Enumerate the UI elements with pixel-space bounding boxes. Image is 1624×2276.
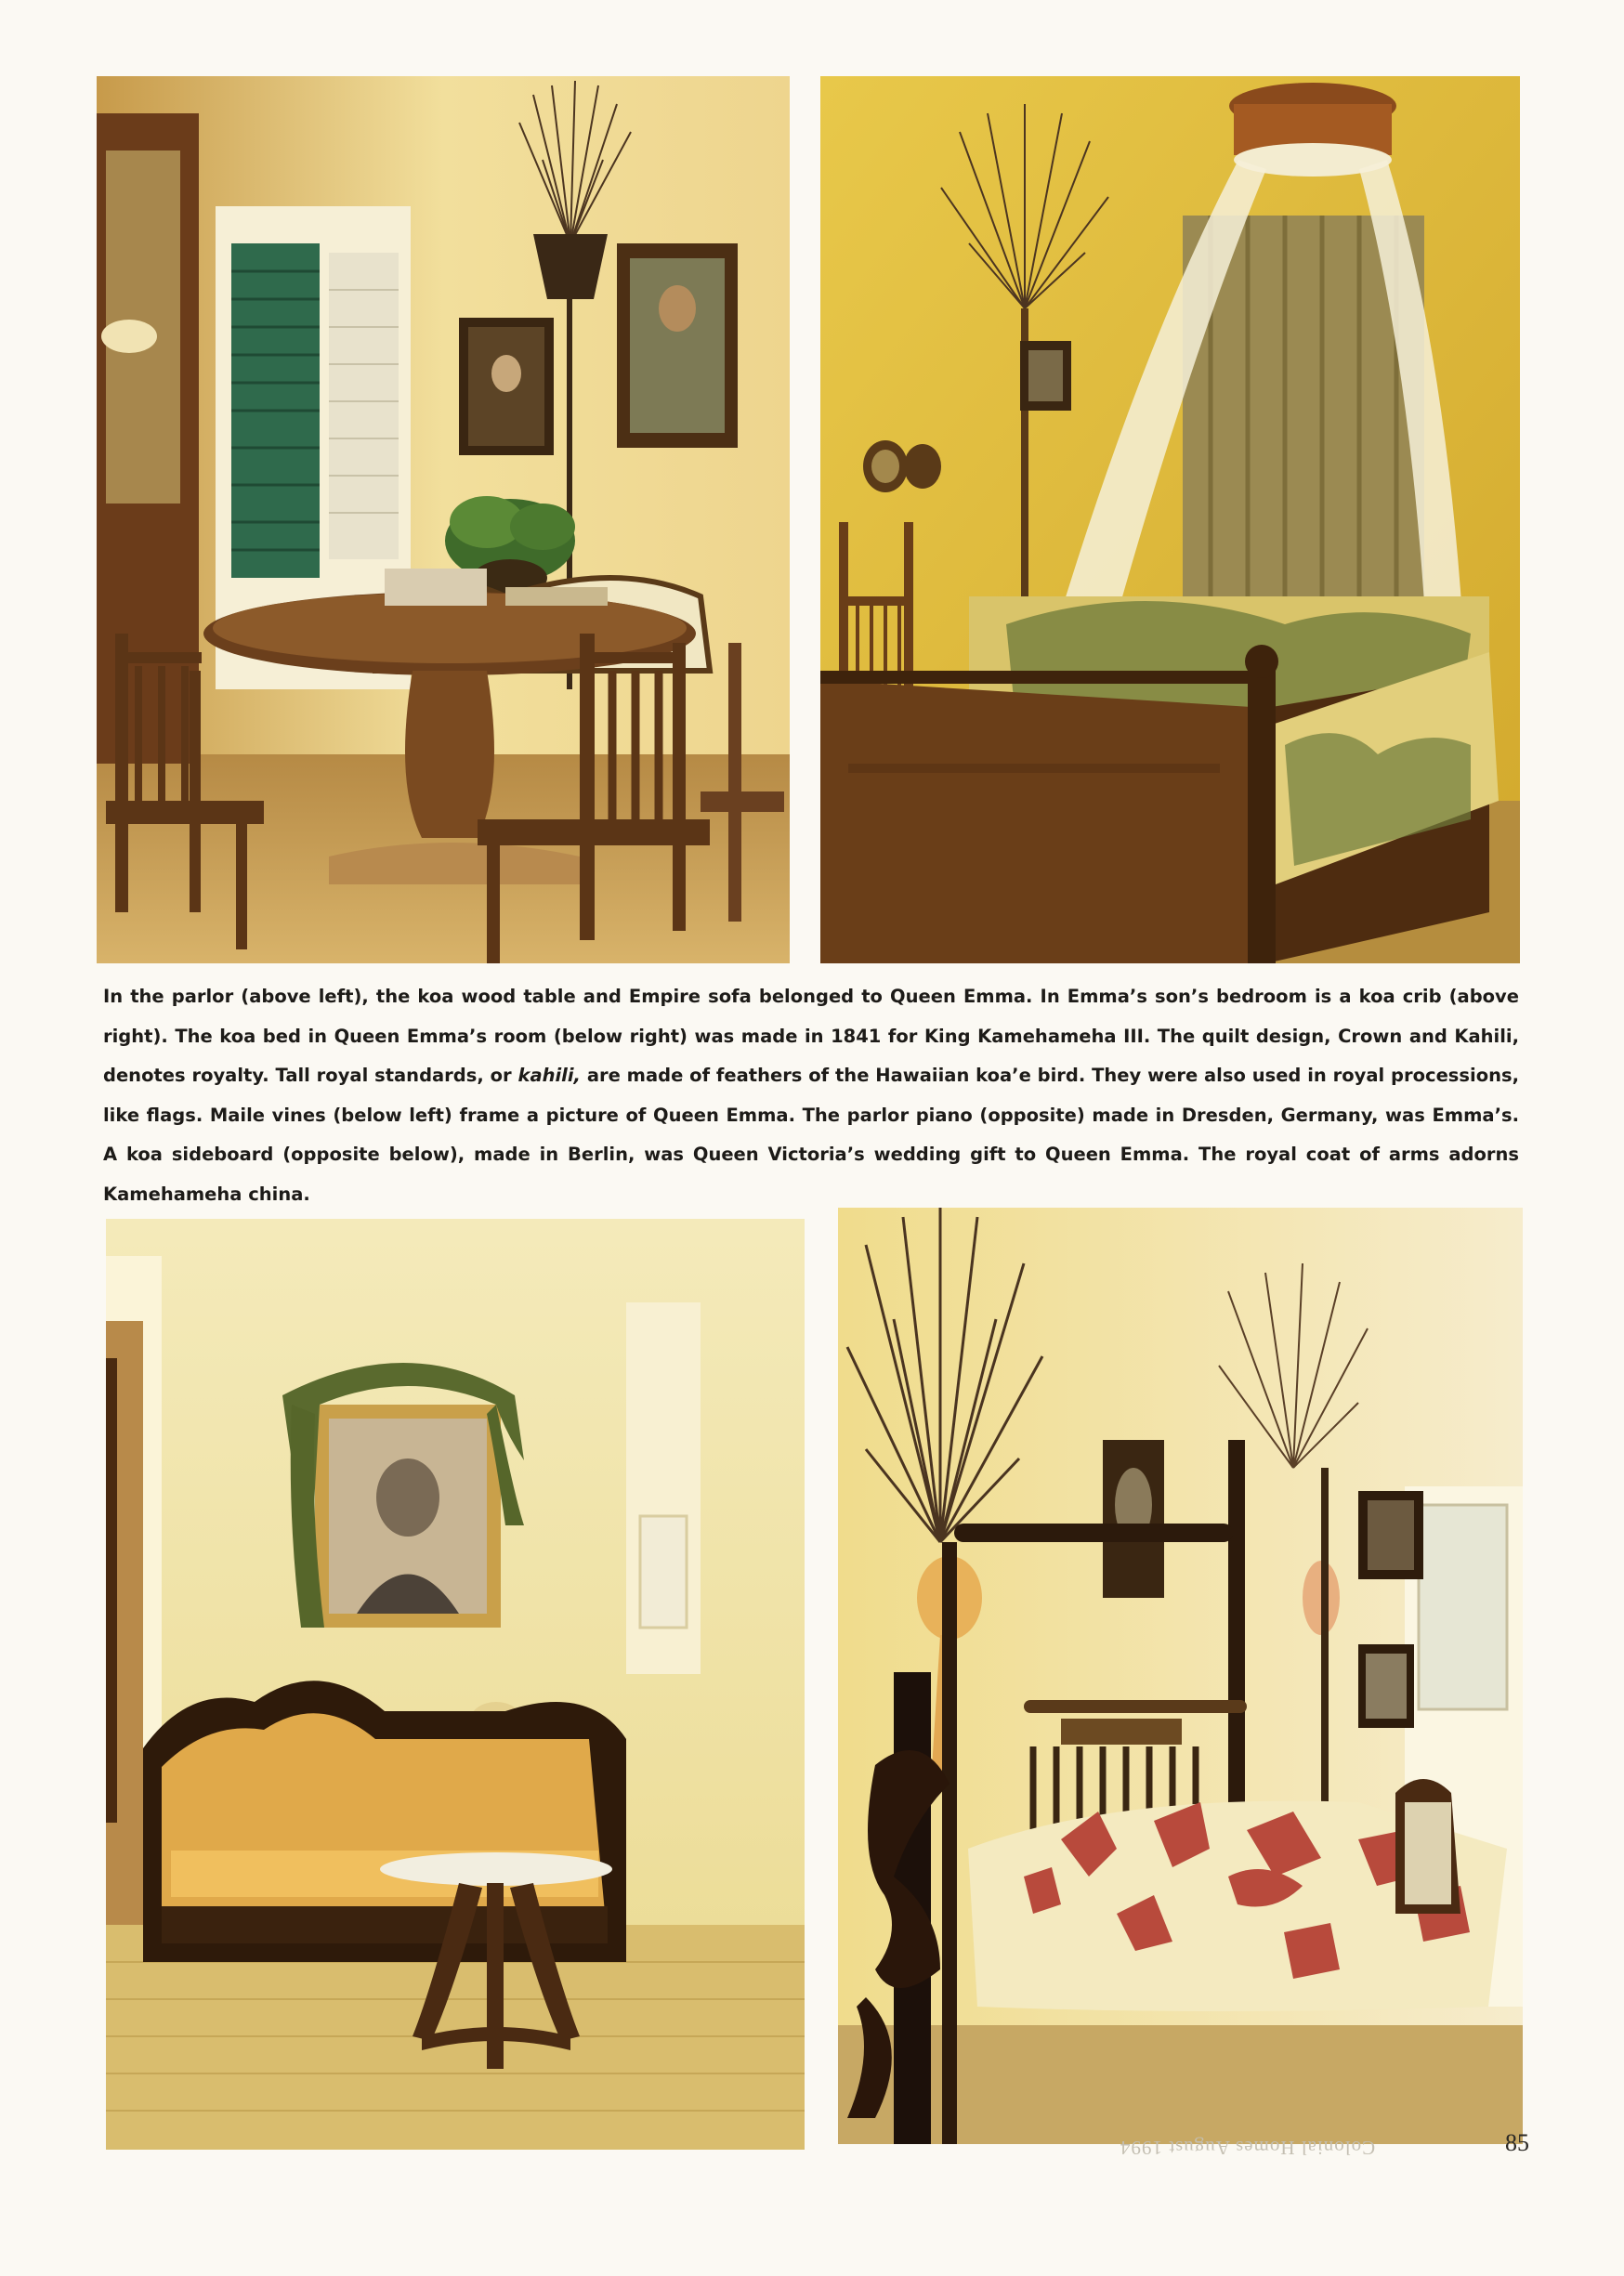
caption-text-part1: In the parlor (above left), the koa wood table and Empire sofa belonged to Queen Emma. In Emma’s son’s bedroom is a koa crib (above right). The koa bed in Queen Emma’s room (below right) was made in 1841 for King Kamehameha III. The quilt design, Crown and Kahili, denotes royalty. Tall royal standards, or [103,986,1519,1087]
parlor-photo [97,76,790,963]
page-number: 85 [1505,2129,1529,2156]
crib-bedroom-photo [820,76,1520,963]
caption-emphasis-kahili: kahili, [517,1065,581,1087]
photo-caption [103,977,1519,1215]
bleed-through-footer: Colonial Homes August 1994 [1120,2137,1376,2159]
koa-bed-photo [838,1208,1523,2144]
caption-text-part2: are made of feathers of the Hawaiian koa’e bird. They were also used in royal processions, like flags. Maile vines (below left) frame a picture of Queen Emma. The parlor piano (opposite) made in Dresden, Germany, was Emma’s. A koa sideboard (opposite below), made in Berlin, was Queen Victoria’s wedding gift to Queen Emma. The royal coat of arms adorns Kamehameha china. [103,1065,1519,1205]
queen-emma-portrait-photo [106,1219,805,2150]
